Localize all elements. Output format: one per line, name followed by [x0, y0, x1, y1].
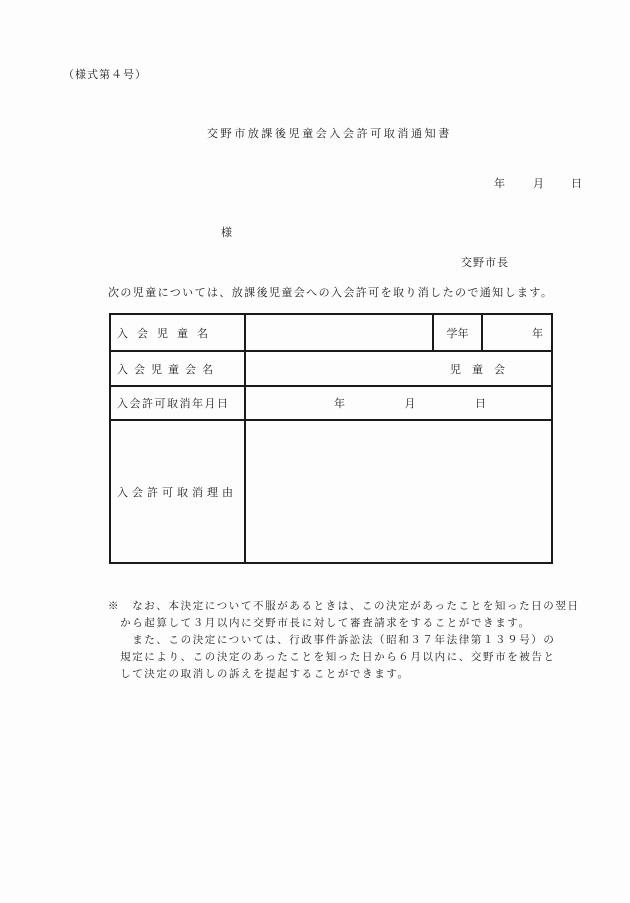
label-club-name: 入会児童会名	[117, 362, 219, 376]
intro-text: 次の児童については、放課後児童会への入会許可を取り消したので通知します。	[108, 286, 554, 299]
label-cancel-reason: 入会許可取消理由	[117, 485, 237, 499]
date-year: 年	[494, 177, 505, 190]
cancel-month: 月	[404, 397, 416, 410]
club-name-field[interactable]: 児 童 会	[245, 351, 552, 386]
note-line: 規定により、この決定のあったことを知った日から６月以内に、交野市を被告と	[108, 651, 556, 663]
label-grade: 学年	[433, 314, 482, 351]
grade-field[interactable]: 年	[482, 314, 552, 351]
cancel-date-field[interactable]	[245, 386, 552, 420]
cancel-reason-field[interactable]	[245, 420, 552, 563]
child-name-field[interactable]	[245, 314, 433, 351]
form-number: （様式第４号）	[63, 68, 147, 81]
note-line: ※ なお、本決定について不服があるときは、この決定があったことを知った日の翌日	[108, 600, 580, 612]
cancel-year: 年	[334, 397, 345, 410]
note-line: して決定の取消しの訴えを提起することができます。	[108, 668, 410, 680]
notes	[108, 598, 580, 683]
cancel-day: 日	[475, 397, 486, 410]
addressee-suffix: 様	[221, 226, 232, 239]
date-month: 月	[533, 177, 544, 190]
document-title: 交野市放課後児童会入会許可取消通知書	[207, 127, 452, 140]
note-line: また、この決定については、行政事件訴訟法（昭和３７年法律第１３９号）の	[108, 634, 556, 646]
note-line: から起算して３月以内に交野市長に対して審査請求をすることができます。	[108, 617, 531, 629]
issuer: 交野市長	[461, 256, 509, 269]
label-cancel-date: 入会許可取消年月日	[117, 397, 230, 410]
date-day: 日	[571, 177, 582, 190]
notice-table	[109, 313, 553, 564]
label-child-name: 入会児童名	[117, 326, 217, 340]
